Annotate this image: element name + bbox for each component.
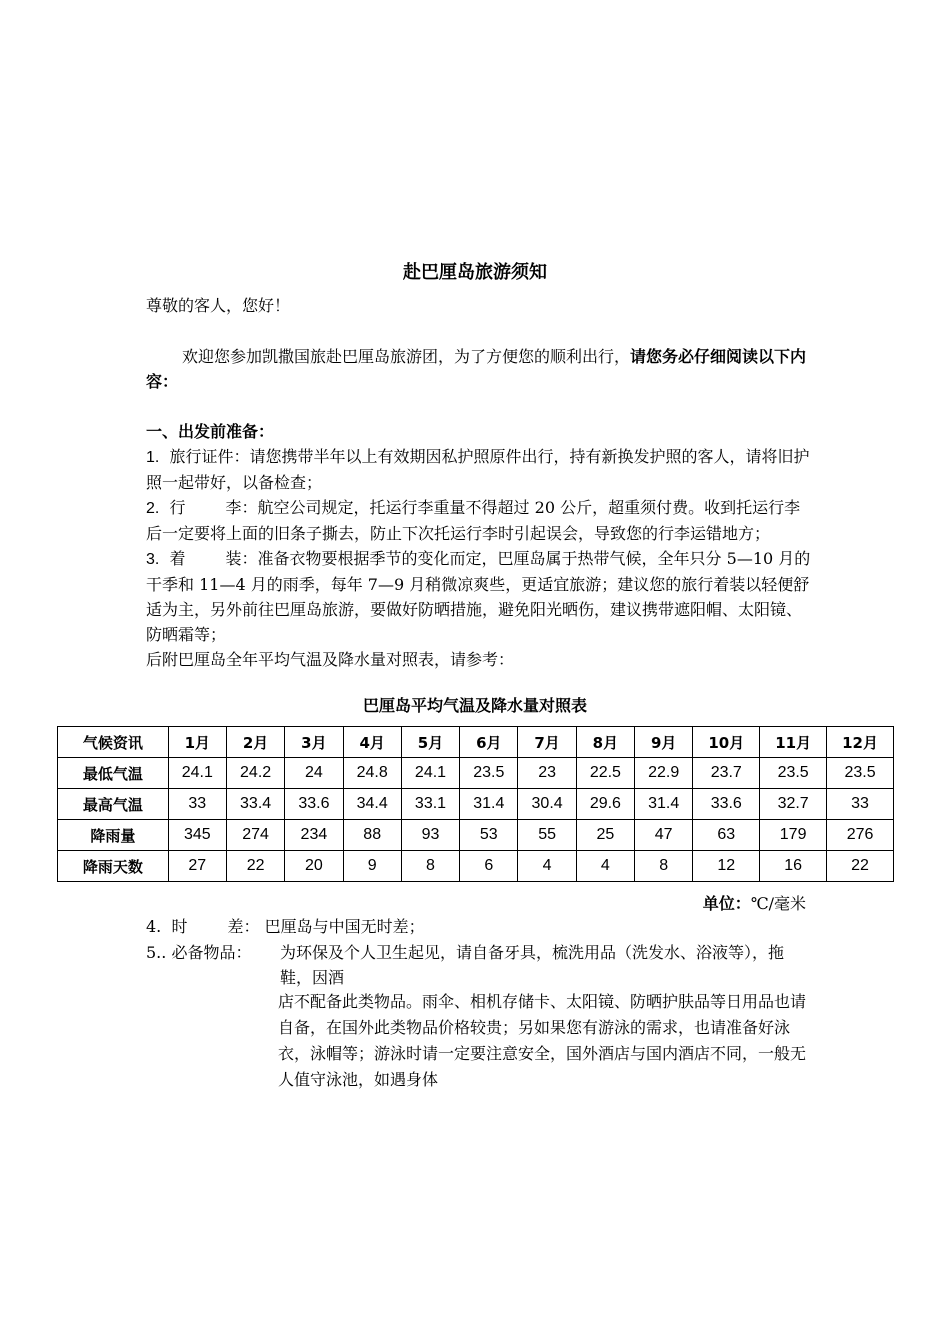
item-label-part: 时 bbox=[171, 917, 188, 936]
table-cell: 24.8 bbox=[343, 758, 401, 789]
document-title: 赴巴厘岛旅游须知 bbox=[403, 262, 547, 283]
unit-note bbox=[703, 891, 806, 914]
table-cell: 30.4 bbox=[518, 789, 576, 820]
row-label: 降雨天数 bbox=[58, 851, 169, 882]
table-cell: 23.5 bbox=[460, 758, 518, 789]
table-cell: 274 bbox=[226, 820, 284, 851]
item-number: 5.. bbox=[146, 943, 167, 962]
table-cell: 23 bbox=[518, 758, 576, 789]
item-time-difference bbox=[146, 914, 425, 939]
table-cell: 24.1 bbox=[401, 758, 459, 789]
table-cell: 33 bbox=[827, 789, 894, 820]
table-cell: 12 bbox=[693, 851, 760, 882]
table-cell: 22 bbox=[226, 851, 284, 882]
item-luggage bbox=[146, 495, 814, 546]
month-header: 6月 bbox=[460, 727, 518, 758]
table-cell: 345 bbox=[168, 820, 226, 851]
table-cell: 23.7 bbox=[693, 758, 760, 789]
table-cell: 88 bbox=[343, 820, 401, 851]
table-cell: 25 bbox=[576, 820, 634, 851]
item-number: 2. bbox=[146, 500, 160, 517]
item-number: 3. bbox=[146, 551, 160, 568]
table-cell: 47 bbox=[635, 820, 693, 851]
item-text: 航空公司规定，托运行李重量不得超过 20 公斤，超重须付费。收到托运行李后一定要将上面的旧条子撕去，防止下次托运行李时引起误会，导致您的行李运错地方； bbox=[146, 498, 801, 543]
table-cell: 31.4 bbox=[460, 789, 518, 820]
appendix-note: 后附巴厘岛全年平均气温及降水量对照表，请参考： bbox=[146, 650, 515, 669]
table-cell: 4 bbox=[518, 851, 576, 882]
table-cell: 33.6 bbox=[693, 789, 760, 820]
row-label: 最低气温 bbox=[58, 758, 169, 789]
month-header: 9月 bbox=[635, 727, 693, 758]
table-cell: 33.4 bbox=[226, 789, 284, 820]
table-cell: 31.4 bbox=[635, 789, 693, 820]
table-cell: 33.1 bbox=[401, 789, 459, 820]
table-cell: 9 bbox=[343, 851, 401, 882]
table-cell: 8 bbox=[635, 851, 693, 882]
month-header: 5月 bbox=[401, 727, 459, 758]
welcome-text: 欢迎您参加凯撒国旅赴巴厘岛旅游团，为了方便您的顺利出行， bbox=[182, 347, 631, 366]
item-text: 巴厘岛与中国无时差； bbox=[264, 917, 425, 936]
table-row bbox=[58, 789, 894, 820]
month-header: 7月 bbox=[518, 727, 576, 758]
welcome-bold-text: 请您务必仔细阅读以下内容： bbox=[146, 347, 807, 391]
month-header: 11月 bbox=[760, 727, 827, 758]
table-cell: 4 bbox=[576, 851, 634, 882]
table-cell: 55 bbox=[518, 820, 576, 851]
table-cell: 234 bbox=[285, 820, 343, 851]
table-cell: 33.6 bbox=[285, 789, 343, 820]
month-header: 10月 bbox=[693, 727, 760, 758]
table-cell: 22.9 bbox=[635, 758, 693, 789]
table-cell: 93 bbox=[401, 820, 459, 851]
item-label-part: 李： bbox=[225, 498, 258, 517]
item-essentials-label bbox=[146, 940, 251, 965]
item-label: 必备物品： bbox=[171, 943, 252, 962]
item-number: 4. bbox=[146, 917, 162, 936]
row-label: 最高气温 bbox=[58, 789, 169, 820]
item-text: 请您携带半年以上有效期因私护照原件出行，持有新换发护照的客人，请将旧护照一起带好，以备检查； bbox=[146, 447, 810, 492]
item-label-part: 行 bbox=[169, 498, 186, 517]
table-cell: 24.2 bbox=[226, 758, 284, 789]
month-header: 3月 bbox=[285, 727, 343, 758]
item-essentials-text-continued: 店不配备此类物品。雨伞、相机存储卡、太阳镜、防晒护肤品等日用品也请自备，在国外此类物品价格较贵；另如果您有游泳的需求，也请准备好泳衣，泳帽等；游泳时请一定要注意安全，国外酒店与国内酒店不同，一般无人值守泳池，如遇身体 bbox=[278, 992, 807, 1089]
month-header: 1月 bbox=[168, 727, 226, 758]
item-text: 准备衣物要根据季节的变化而定，巴厘岛属于热带气候，全年只分 5—10 月的干季和 11—4 月的雨季，每年 7—9 月稍微凉爽些，更适宜旅游；建议您的旅行着装以轻便舒适为主，另外前往巴厘岛旅游，要做好防晒措施，避免阳光晒伤，建议携带遮阳帽、太阳镜、防晒霜等； bbox=[146, 549, 811, 644]
item-clothing bbox=[146, 546, 814, 647]
month-header: 8月 bbox=[576, 727, 634, 758]
unit-label: 单位： bbox=[702, 894, 751, 913]
preparation-items bbox=[146, 444, 814, 672]
month-header: 12月 bbox=[827, 727, 894, 758]
table-row bbox=[58, 758, 894, 789]
month-header: 4月 bbox=[343, 727, 401, 758]
table-cell: 276 bbox=[827, 820, 894, 851]
item-label-part: 装： bbox=[225, 549, 258, 568]
table-cell: 22 bbox=[827, 851, 894, 882]
item-label: 旅行证件： bbox=[169, 447, 250, 466]
table-title: 巴厘岛平均气温及降水量对照表 bbox=[362, 696, 587, 715]
table-cell: 23.5 bbox=[827, 758, 894, 789]
welcome-paragraph bbox=[146, 344, 814, 394]
table-cell: 8 bbox=[401, 851, 459, 882]
table-header-row bbox=[58, 727, 894, 758]
section-heading-preparation: 一、出发前准备： bbox=[146, 422, 275, 441]
table-cell: 53 bbox=[460, 820, 518, 851]
table-cell: 24 bbox=[285, 758, 343, 789]
table-cell: 29.6 bbox=[576, 789, 634, 820]
greeting: 尊敬的客人，您好！ bbox=[146, 296, 291, 315]
table-cell: 34.4 bbox=[343, 789, 401, 820]
item-number: 1. bbox=[146, 449, 160, 466]
table-cell: 32.7 bbox=[760, 789, 827, 820]
item-travel-documents bbox=[146, 444, 814, 495]
unit-value: ℃/毫米 bbox=[750, 894, 806, 913]
table-cell: 23.5 bbox=[760, 758, 827, 789]
table-cell: 63 bbox=[693, 820, 760, 851]
table-cell: 22.5 bbox=[576, 758, 634, 789]
table-cell: 24.1 bbox=[168, 758, 226, 789]
row-label: 降雨量 bbox=[58, 820, 169, 851]
table-cell: 20 bbox=[285, 851, 343, 882]
climate-table bbox=[57, 726, 894, 882]
table-row bbox=[58, 820, 894, 851]
table-cell: 6 bbox=[460, 851, 518, 882]
item-label-part: 差： bbox=[227, 917, 260, 936]
month-header: 2月 bbox=[226, 727, 284, 758]
table-cell: 27 bbox=[168, 851, 226, 882]
item-label-part: 着 bbox=[169, 549, 186, 568]
table-cell: 179 bbox=[760, 820, 827, 851]
table-cell: 33 bbox=[168, 789, 226, 820]
table-cell: 16 bbox=[760, 851, 827, 882]
table-corner-cell: 气候资讯 bbox=[58, 727, 169, 758]
item-essentials-text-first: 为环保及个人卫生起见，请自备牙具，梳洗用品（洗发水、浴液等），拖鞋，因酒 bbox=[280, 943, 785, 987]
table-row bbox=[58, 851, 894, 882]
